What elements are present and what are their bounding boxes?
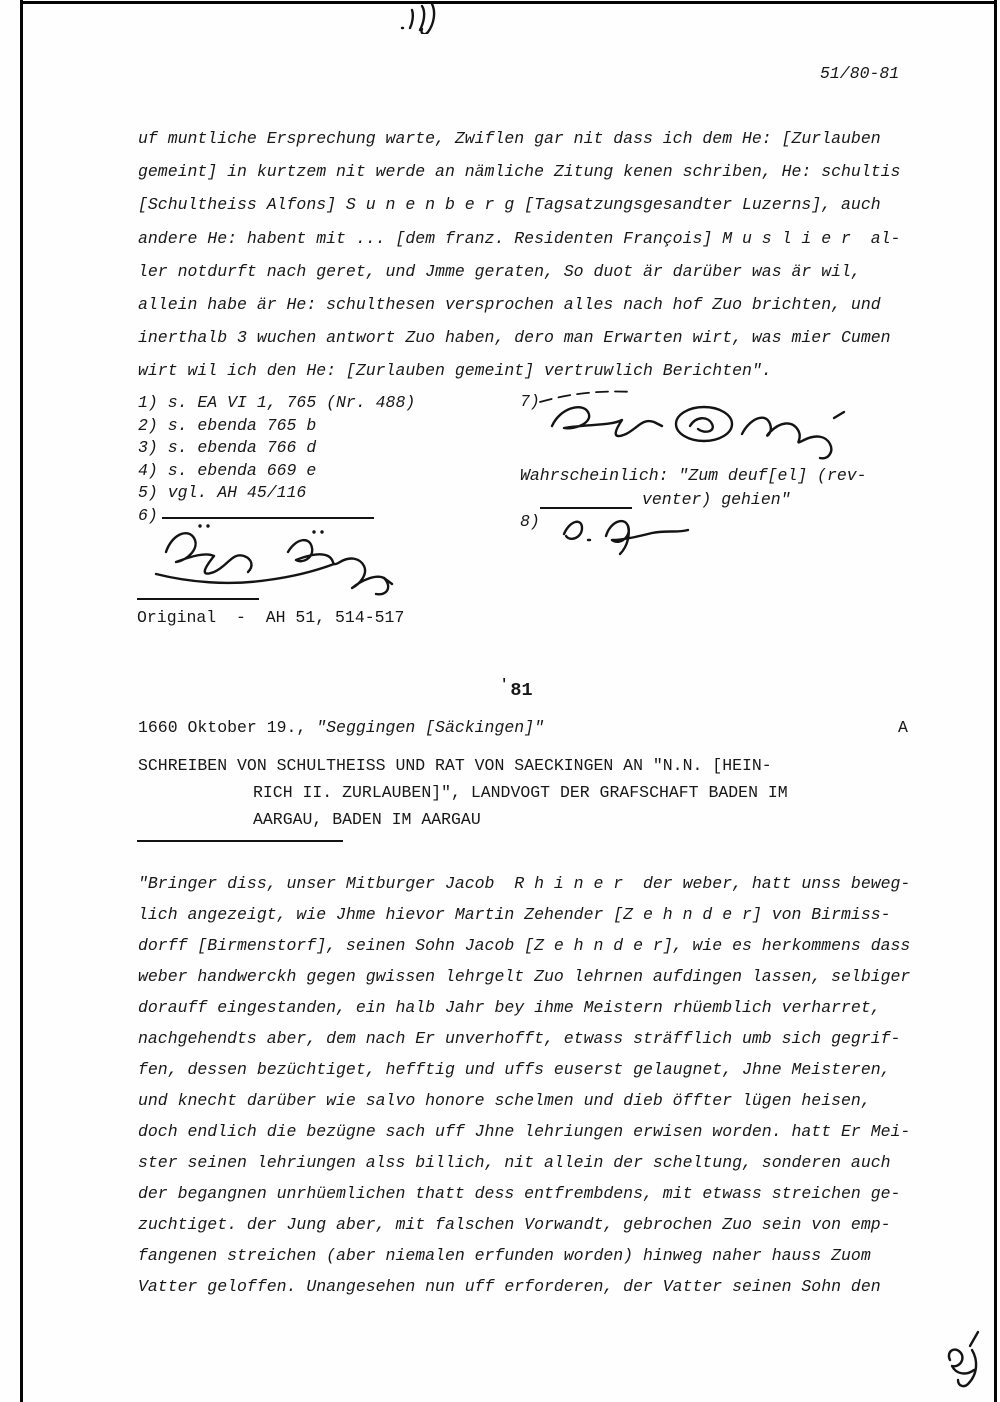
footnote-item: 4) s. ebenda 669 e xyxy=(138,460,317,480)
footnote-7-label: 7) xyxy=(520,392,540,411)
document-number-value: 81 xyxy=(510,680,533,701)
place-text: "Seggingen [Säckingen]" xyxy=(316,718,544,737)
text-line: der begangnen unrhüemlichen thatt dess entfrembdens, mit etwass streichen ge- xyxy=(138,1184,901,1203)
heading-rule xyxy=(137,840,343,842)
date-text: 1660 Oktober 19., xyxy=(138,718,317,737)
footnote-item: 6) xyxy=(138,505,158,525)
original-reference: Original - AH 51, 514-517 xyxy=(137,608,405,627)
handwritten-signature-6 xyxy=(148,520,408,598)
handwritten-signature-7 xyxy=(538,382,868,466)
text-line: weber handwerckh gegen gwissen lehrgelt Zuo lehrnen aufdingen lassen, selbiger xyxy=(138,967,911,986)
handwritten-bottom-mark xyxy=(936,1328,991,1390)
date-place-line xyxy=(138,718,938,737)
text-line: ster seinen lehriungen alss billich, nit allein der scheltung, sonderen auch xyxy=(138,1153,891,1172)
letter-80-footnotes xyxy=(138,392,415,527)
text-line: und knecht darüber wie salvo honore schelmen und dieb öffter lügen heisen, xyxy=(138,1091,871,1110)
scan-border-right xyxy=(994,0,997,1402)
text-line: zuchtiget. der Jung aber, mit falschen Vorwandt, gebrochen Zuo sein von emp- xyxy=(138,1215,891,1234)
footnote-8-label: 8) xyxy=(520,512,540,531)
text-line: dorff [Birmenstorf], seinen Sohn Jacob [Z e h n d e r], wie es herkommens dass xyxy=(138,936,911,955)
footnote-7-note: Wahrscheinlich: "Zum deuf[el] (rev- xyxy=(520,466,867,485)
text-line: andere He: habent mit ... [dem franz. Residenten François] M u s l i e r al- xyxy=(138,228,901,248)
text-line: lich angezeigt, wie Jhme hievor Martin Zehender [Z e h n d e r] von Birmiss- xyxy=(138,905,891,924)
letter-81-heading xyxy=(138,752,788,833)
text-line: ler notdurft nach geret, und Jmme geraten, So duot är darüber was är wil, xyxy=(138,261,861,281)
original-rule xyxy=(137,598,259,600)
heading-line: SCHREIBEN VON SCHULTHEISS UND RAT VON SAECKINGEN AN "N.N. [HEIN- xyxy=(138,756,772,775)
footnote-item: 3) s. ebenda 766 d xyxy=(138,438,317,457)
text-line: [Schultheiss Alfons] S u n e n b e r g [Tagsatzungsgesandter Luzerns], auch xyxy=(138,195,881,215)
text-line: doch endlich die bezügne sach uff Jhne lehriungen erwisen worden. hatt Er Mei- xyxy=(138,1122,911,1141)
text-line: dorauff eingestanden, ein halb Jahr bey ihme Meistern rhüemblich verharret, xyxy=(138,998,881,1017)
text-line: wirt wil ich den He: [Zurlauben gemeint] vertruwlich Berichten". xyxy=(138,361,772,381)
document-number xyxy=(500,677,533,701)
text-line: "Bringer diss, unser Mitburger Jacob R h i n e r der weber, hatt unss beweg- xyxy=(138,874,911,893)
letter-81-body xyxy=(138,868,910,1302)
handwritten-signature-8 xyxy=(548,504,708,559)
heading-line: AARGAU, BADEN IM AARGAU xyxy=(253,810,481,829)
text-line: inerthalb 3 wuchen antwort Zuo haben, dero man Erwarten wirt, was mier Cumen xyxy=(138,328,891,348)
scan-border-left xyxy=(20,0,23,1402)
footnote-item: 1) s. EA VI 1, 765 (Nr. 488) xyxy=(138,393,416,412)
footnote-7-note-continued: venter) gehien" xyxy=(642,490,791,509)
handwritten-top-mark xyxy=(398,0,448,34)
text-line: allein habe är He: schulthesen versprochen alles nach hof Zuo brichten, und xyxy=(138,295,881,315)
text-line: nachgehendts aber, dem nach Er unverhofft, etwass sträfflich umb sich gegrif- xyxy=(138,1029,901,1048)
scan-border-top xyxy=(21,1,997,4)
text-line: fangenen streichen (aber niemalen erfunden worden) hinweg naher hauss Zuom xyxy=(138,1246,871,1265)
pen-tick-mark: ' xyxy=(500,677,509,693)
text-line: uf muntliche Ersprechung warte, Zwiflen gar nit dass ich dem He: [Zurlauben xyxy=(138,129,881,148)
text-line: Vatter geloffen. Unangesehen nun uff erforderen, der Vatter seinen Sohn den xyxy=(138,1277,881,1296)
heading-line: RICH II. ZURLAUBEN]", LANDVOGT DER GRAFSCHAFT BADEN IM xyxy=(253,783,788,802)
side-marker: A xyxy=(898,718,908,737)
text-line: fen, dessen bezüchtiget, hefftig und uffs euserst gelaugnet, Jhne Meisteren, xyxy=(138,1060,891,1079)
letter-80-body xyxy=(138,122,900,388)
text-line: gemeint] in kurtzem nit werde an nämliche Zitung kenen schriben, He: schultis xyxy=(138,162,901,182)
footnote-item: 5) vgl. AH 45/116 xyxy=(138,483,307,502)
footnote-6-rule xyxy=(162,517,374,519)
footnote-item: 2) s. ebenda 765 b xyxy=(138,415,317,435)
page-number: 51/80-81 xyxy=(820,64,900,83)
